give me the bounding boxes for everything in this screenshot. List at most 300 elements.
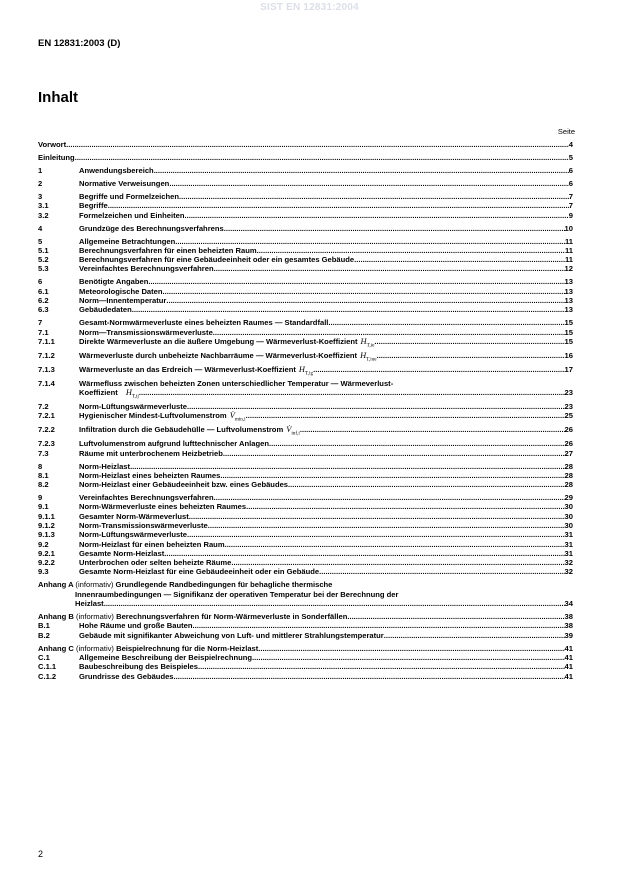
- toc-entry-number: 8: [38, 461, 43, 471]
- toc-entry-number: 6.1: [38, 286, 49, 296]
- toc-page-number: 11: [564, 236, 573, 246]
- toc-page-number: 41: [564, 652, 573, 662]
- toc-leader-dots: [231, 558, 564, 567]
- toc-entry[interactable]: [38, 653, 573, 662]
- toc-leader-dots: [66, 140, 569, 149]
- toc-entry-label: [79, 521, 208, 530]
- toc-entry-label: [79, 672, 174, 681]
- toc-entry[interactable]: [38, 179, 573, 188]
- toc-entry[interactable]: [38, 237, 573, 246]
- toc-entry-label: [38, 580, 332, 589]
- toc-entry[interactable]: [38, 512, 573, 521]
- formula-symbol: [360, 336, 375, 349]
- toc-entry-number: 5.2: [38, 255, 49, 265]
- toc-entry-text: Norm-Lüftungswärmeverluste: [79, 530, 188, 540]
- toc-entry[interactable]: [38, 305, 573, 314]
- toc-entry-text: Norm-Heizlast einer Gebäudeeinheit bzw. eines Gebäudes: [79, 480, 289, 490]
- toc-entry-label: [79, 328, 213, 337]
- toc-page-number: 28: [564, 470, 573, 480]
- watermark: SIST EN 12831:2004: [260, 2, 359, 13]
- toc-leader-dots: [319, 567, 564, 576]
- toc-entry[interactable]: [38, 255, 573, 264]
- symbol-subscript: min,i: [234, 416, 246, 423]
- toc-entry-label: [38, 140, 66, 149]
- toc-entry-number: 9.2.2: [38, 558, 55, 568]
- toc-annex-number: Anhang C: [38, 643, 74, 653]
- symbol-base: V̇: [286, 425, 292, 435]
- toc-entry-label: [79, 305, 132, 314]
- toc-leader-dots: [288, 480, 565, 489]
- toc-page-number: 13: [564, 277, 573, 287]
- toc-leader-dots: [258, 644, 564, 653]
- toc-entry-label: [79, 493, 214, 502]
- toc-entry[interactable]: [38, 425, 573, 439]
- toc-leader-dots: [214, 493, 565, 502]
- toc-entry-text: Anwendungsbereich: [79, 165, 154, 175]
- toc-leader-dots: [169, 179, 568, 188]
- toc-entry-continuation: [38, 599, 573, 608]
- symbol-base: H: [298, 364, 305, 374]
- toc-entry-label: [79, 255, 354, 264]
- toc-page-number: 11: [564, 255, 573, 265]
- toc-entry[interactable]: [38, 201, 573, 210]
- toc-entry-text: Direkte Wärmeverluste an die äußere Umgebung — Wärmeverlust-Koeffizient: [79, 336, 358, 346]
- toc-leader-dots: [164, 549, 564, 558]
- toc-entry[interactable]: [38, 439, 573, 448]
- toc-entry-label: [79, 201, 108, 210]
- toc-entry-label: [79, 425, 300, 439]
- toc-entry[interactable]: [38, 521, 573, 530]
- toc-entry-label: [79, 211, 184, 220]
- toc-entry[interactable]: [38, 480, 573, 489]
- toc-entry[interactable]: [38, 471, 573, 480]
- toc-entry-text: Wärmefluss zwischen beheizten Zonen unterschiedlicher Temperatur — Wärmeverlust-: [79, 378, 394, 388]
- toc-entry[interactable]: [38, 502, 573, 511]
- toc-entry-text: Norm-Heizlast für einen beheizten Raum: [79, 539, 225, 549]
- toc-entry-label: [79, 449, 223, 458]
- toc-entry[interactable]: [38, 411, 573, 425]
- toc-entry[interactable]: [38, 296, 573, 305]
- toc-leader-dots: [225, 540, 565, 549]
- toc-entry-number: 7.1.3: [38, 364, 55, 374]
- toc-page-number: 31: [564, 548, 573, 558]
- toc-leader-dots: [179, 192, 569, 201]
- toc-entry-number: 6.3: [38, 305, 49, 315]
- toc-entry-text: Gesamte Norm-Heizlast: [79, 548, 165, 558]
- toc-leader-dots: [139, 388, 565, 397]
- toc-page-number: 32: [564, 558, 573, 568]
- toc-entry[interactable]: [38, 530, 573, 539]
- toc-leader-dots: [257, 246, 565, 255]
- toc-leader-dots: [187, 530, 565, 539]
- toc-entry-label: [79, 631, 384, 640]
- toc-entry-label: [79, 379, 393, 388]
- toc-entry-label: [79, 351, 377, 365]
- symbol-base: H: [360, 350, 367, 360]
- toc-entry-number: 4: [38, 223, 43, 233]
- toc-leader-dots: [223, 449, 565, 458]
- toc-page-number: 34: [564, 599, 573, 609]
- toc-entry-number: 2: [38, 178, 43, 188]
- symbol-base: H: [360, 336, 367, 346]
- toc-entry-text: Norm-Heizlast eines beheizten Raumes: [79, 470, 221, 480]
- toc-annex-title: Grundlegende Randbedingungen für behagliche thermische: [115, 580, 333, 590]
- toc-entry-text: Hygienischer Mindest-Luftvolumenstrom: [79, 411, 227, 421]
- toc-entry-label: [79, 471, 220, 480]
- toc-entry-number: C.1.2: [38, 671, 57, 681]
- toc-entry[interactable]: [38, 402, 573, 411]
- toc-leader-dots: [187, 402, 565, 411]
- formula-symbol: [360, 350, 377, 363]
- toc-entry[interactable]: [38, 166, 573, 175]
- toc-page-number: 30: [564, 521, 573, 530]
- toc-entry-label: [79, 246, 257, 255]
- toc-entry-text: Vereinfachtes Berechnungsverfahren: [79, 493, 214, 503]
- toc-page-number: 4: [568, 140, 573, 149]
- toc-entry[interactable]: [38, 264, 573, 273]
- toc-entry-text: Norm—Innentemperatur: [79, 295, 167, 305]
- toc-entry-number: 9.1.3: [38, 530, 55, 540]
- toc-leader-dots: [193, 621, 565, 630]
- symbol-subscript: T,iue: [366, 356, 377, 363]
- toc-leader-dots: [189, 512, 565, 521]
- toc-entry-number: 9.1.1: [38, 511, 55, 521]
- toc-page-number: 10: [564, 223, 573, 233]
- toc-annex-title: Berechnungsverfahren für Norm-Wärmeverluste in Sonderfällen: [116, 612, 348, 622]
- toc-entry-text: Einleitung: [38, 152, 75, 162]
- toc-entry-text: Berechnungsverfahren für einen beheizten Raum: [79, 245, 257, 255]
- symbol-subscript: T,ie: [366, 342, 375, 349]
- toc-entry[interactable]: [38, 318, 573, 327]
- toc-entry-number: 8.2: [38, 480, 49, 490]
- toc-entry-label: [79, 296, 166, 305]
- toc-page-number: 17: [564, 364, 573, 374]
- toc-annex-type: (informativ): [75, 643, 114, 653]
- toc-page-number: 41: [564, 671, 573, 681]
- toc-leader-dots: [75, 153, 569, 162]
- toc-annex-number: Anhang A: [38, 580, 74, 590]
- toc-entry-text: Normative Verweisungen: [79, 178, 170, 188]
- toc-entry-text: Gesamt-Normwärmeverluste eines beheizten Raumes — Standardfall: [79, 318, 329, 328]
- toc-leader-dots: [300, 425, 565, 434]
- toc-entry-label: [79, 462, 130, 471]
- toc-entry-label: [79, 402, 187, 411]
- toc-entry-text: Gebäudedaten: [79, 305, 132, 315]
- toc-entry-text: Allgemeine Beschreibung der Beispielrechnung: [79, 652, 253, 662]
- symbol-base: H: [125, 388, 132, 398]
- toc-page-number: 15: [564, 336, 573, 346]
- symbol-subscript: T,ij: [131, 393, 139, 400]
- toc-entry-text: Benötigte Angaben: [79, 277, 149, 287]
- page-column-label: Seite: [557, 127, 575, 136]
- toc-entry-label: [79, 549, 164, 558]
- toc-entry[interactable]: [38, 580, 573, 589]
- toc-page-number: 9: [568, 210, 573, 220]
- toc-entry[interactable]: [38, 558, 573, 567]
- toc-entry-number: 9.2: [38, 539, 49, 549]
- toc-page-number: 5: [568, 152, 573, 162]
- toc-leader-dots: [328, 318, 564, 327]
- toc-entry[interactable]: [38, 672, 573, 681]
- toc-page-number: 7: [568, 191, 573, 201]
- toc-entry[interactable]: [38, 224, 573, 233]
- toc-entry[interactable]: [38, 192, 573, 201]
- toc-leader-dots: [246, 502, 564, 511]
- toc-entry[interactable]: [38, 140, 573, 149]
- toc-entry-text: Luftvolumenstrom aufgrund lufttechnischer Anlagen: [79, 439, 269, 449]
- toc-page-number: 39: [564, 630, 573, 640]
- toc-entry-text: Heizlast: [75, 599, 104, 609]
- toc-entry-label: [79, 530, 187, 539]
- formula-symbol: [229, 411, 246, 423]
- toc-entry-number: 9.2.1: [38, 548, 55, 558]
- toc-entry[interactable]: [38, 540, 573, 549]
- toc-leader-dots: [174, 672, 565, 681]
- toc-page-number: 7: [568, 201, 573, 211]
- toc-entry[interactable]: [38, 246, 573, 255]
- toc-leader-dots: [104, 599, 565, 608]
- toc-entry[interactable]: [38, 462, 573, 471]
- toc-entry-number: 7.1.1: [38, 336, 55, 346]
- page-title: Inhalt: [38, 89, 78, 106]
- toc-entry[interactable]: [38, 287, 573, 296]
- toc-page-number: 13: [564, 295, 573, 305]
- toc-page-number: 38: [564, 612, 573, 622]
- toc-entry-label: [79, 179, 169, 188]
- toc-leader-dots: [384, 631, 565, 640]
- toc-entry[interactable]: [38, 621, 573, 630]
- symbol-subscript: inf,i: [291, 430, 300, 437]
- symbol-base: V̇: [229, 411, 235, 421]
- toc-page-number: 15: [564, 327, 573, 337]
- toc-page-number: 6: [568, 165, 573, 175]
- toc-entry[interactable]: [38, 493, 573, 502]
- toc-entry-number: 7.1.4: [38, 378, 55, 388]
- toc-entry-label: [79, 439, 269, 448]
- toc-leader-dots: [269, 439, 565, 448]
- toc-entry-text: Infiltration durch die Gebäudehülle — Luftvolumenstrom: [79, 425, 284, 435]
- toc-entry[interactable]: [38, 631, 573, 640]
- toc-leader-dots: [163, 287, 565, 296]
- toc-entry-number: 7.3: [38, 448, 49, 458]
- toc-entry[interactable]: [38, 277, 573, 286]
- formula-symbol: [298, 364, 314, 377]
- toc-entry-text: Grundrisse des Gebäudes: [79, 671, 174, 681]
- toc-page-number: 30: [564, 502, 573, 512]
- toc-entry-text: Norm-Wärmeverluste eines beheizten Raumes: [79, 502, 247, 512]
- toc-entry-text: Vereinfachtes Berechnungsverfahren: [79, 264, 214, 274]
- toc-page-number: 23: [564, 388, 573, 398]
- toc-entry-text: Koeffizient $H_{T,ij}$: [79, 388, 139, 400]
- toc-page-number: 28: [564, 480, 573, 490]
- toc-entry-text: Vorwort: [38, 140, 67, 149]
- toc-page-number: 23: [564, 402, 573, 412]
- toc-entry-text: Norm-Transmissionswärmeverluste: [79, 521, 208, 530]
- toc-entry-label: [79, 512, 189, 521]
- toc-entry-text: Hohe Räume und große Bauten: [79, 621, 193, 631]
- toc-page-number: 26: [564, 439, 573, 449]
- toc-annex-type: (informativ): [75, 612, 114, 622]
- toc-leader-dots: [175, 237, 565, 246]
- toc-entry-number: 8.1: [38, 470, 49, 480]
- toc-entry-text: Baubeschreibung des Beispieles: [79, 662, 199, 672]
- toc-entry[interactable]: [38, 379, 573, 388]
- toc-entry-text: Norm—Transmissionswärmeverluste: [79, 327, 213, 337]
- toc-entry[interactable]: [38, 662, 573, 671]
- toc-leader-dots: [132, 305, 565, 314]
- toc-page-number: 11: [564, 245, 573, 255]
- table-of-contents: [38, 140, 573, 681]
- toc-entry-number: 5: [38, 236, 43, 246]
- toc-page-number: 16: [564, 350, 573, 360]
- toc-entry-number: 1: [38, 165, 43, 175]
- toc-page-number: 26: [564, 425, 573, 435]
- toc-entry-label: [79, 277, 148, 286]
- toc-entry-number: 5.1: [38, 245, 49, 255]
- toc-leader-dots: [148, 277, 564, 286]
- toc-leader-dots: [184, 211, 568, 220]
- toc-entry-label: [79, 502, 246, 511]
- toc-entry-text: Formelzeichen und Einheiten: [79, 210, 185, 220]
- toc-entry[interactable]: [38, 449, 573, 458]
- toc-page-number: 12: [564, 264, 573, 274]
- toc-entry-number: 7.2.3: [38, 439, 55, 449]
- toc-entry-label: [79, 621, 193, 630]
- toc-entry-number: 9.3: [38, 567, 49, 577]
- toc-entry[interactable]: [38, 153, 573, 162]
- toc-entry-number: 7: [38, 318, 43, 328]
- toc-page-number: 32: [564, 567, 573, 577]
- toc-entry-text: Begriffe: [79, 201, 108, 211]
- toc-page-number: 28: [564, 461, 573, 471]
- toc-entry-text: Unterbrochen oder selten beheizte Räume: [79, 558, 232, 568]
- toc-entry-text: Räume mit unterbrochenem Heizbetrieb: [79, 448, 223, 458]
- toc-entry-text: Wärmeverluste an das Erdreich — Wärmeverlust-Koeffizient: [79, 364, 296, 374]
- toc-entry-number: 9.1: [38, 502, 49, 512]
- symbol-subscript: T,ig: [304, 370, 314, 377]
- toc-entry[interactable]: [38, 328, 573, 337]
- toc-entry-number: 9: [38, 493, 43, 503]
- toc-entry-number: B.1: [38, 621, 50, 631]
- toc-leader-dots: [220, 471, 564, 480]
- toc-page-number: 38: [564, 621, 573, 631]
- formula-symbol: [286, 425, 300, 437]
- toc-entry-label: [79, 653, 252, 662]
- toc-leader-dots: [374, 337, 564, 346]
- toc-entry-number: B.2: [38, 630, 50, 640]
- toc-entry-continuation: [38, 590, 573, 599]
- toc-leader-dots: [214, 264, 565, 273]
- toc-entry-number: 7.1.2: [38, 350, 55, 360]
- toc-annex-number: Anhang B: [38, 612, 74, 622]
- toc-leader-dots: [154, 166, 569, 175]
- toc-entry-label: [79, 264, 214, 273]
- toc-entry[interactable]: [38, 351, 573, 365]
- toc-entry-number: 7.2.1: [38, 411, 55, 421]
- toc-page-number: 27: [564, 448, 573, 458]
- toc-page-number: 30: [564, 511, 573, 521]
- toc-entry-number: 9.1.2: [38, 521, 55, 530]
- toc-entry-number: 3: [38, 191, 43, 201]
- toc-page-number: 31: [564, 530, 573, 540]
- toc-page-number: 25: [564, 411, 573, 421]
- toc-entry-text: Berechnungsverfahren für eine Gebäudeeinheit oder ein gesamtes Gebäude: [79, 255, 355, 265]
- toc-annex-type: (informativ): [75, 580, 114, 590]
- toc-entry-label: [79, 567, 319, 576]
- toc-leader-dots: [347, 612, 564, 621]
- toc-entry-label: [79, 237, 175, 246]
- toc-leader-dots: [313, 365, 564, 374]
- toc-entry-label: [79, 337, 374, 351]
- toc-entry-text: Gesamter Norm-Wärmeverlust: [79, 511, 189, 521]
- toc-leader-dots: [246, 411, 565, 420]
- toc-entry-number: 7.2.2: [38, 425, 55, 435]
- toc-entry-label: [79, 662, 198, 671]
- toc-page-number: 31: [564, 539, 573, 549]
- toc-entry-number: C.1: [38, 652, 50, 662]
- toc-entry-text: Gebäude mit signifikanter Abweichung von Luft- und mittlerer Strahlungstemperatur: [79, 630, 384, 640]
- toc-entry-label: [79, 287, 163, 296]
- toc-entry-label: [79, 166, 154, 175]
- toc-entry-text: Allgemeine Betrachtungen: [79, 236, 176, 246]
- page-number: 2: [38, 849, 44, 859]
- toc-entry-text: Norm-Lüftungswärmeverluste: [79, 402, 188, 412]
- toc-entry-text: Norm-Heizlast: [79, 461, 131, 471]
- toc-entry-label: [79, 480, 288, 489]
- toc-entry[interactable]: [38, 567, 573, 576]
- toc-leader-dots: [213, 328, 565, 337]
- toc-page-number: 29: [564, 493, 573, 503]
- toc-page-number: 13: [564, 286, 573, 296]
- toc-page-number: 6: [568, 178, 573, 188]
- toc-entry-label: [79, 318, 328, 327]
- toc-entry[interactable]: [38, 549, 573, 558]
- toc-entry-label: [79, 365, 313, 379]
- toc-leader-dots: [224, 224, 565, 233]
- toc-entry-label: [79, 411, 246, 425]
- toc-entry-label: [38, 644, 258, 653]
- toc-entry-label: [79, 540, 225, 549]
- toc-entry-text: Meteorologische Daten: [79, 286, 163, 296]
- toc-leader-dots: [130, 462, 564, 471]
- toc-entry-number: 3.2: [38, 210, 49, 220]
- toc-entry-text: Begriffe und Formelzeichen: [79, 191, 179, 201]
- toc-entry-number: 6.2: [38, 295, 49, 305]
- toc-entry-text: Grundzüge des Berechnungsverfahrens: [79, 223, 224, 233]
- toc-page-number: 13: [564, 305, 573, 315]
- toc-entry-text: Gesamte Norm-Heizlast für eine Gebäudeeinheit oder ein Gebäude: [79, 567, 320, 577]
- toc-leader-dots: [252, 653, 565, 662]
- toc-leader-dots: [208, 521, 565, 530]
- formula-symbol: [125, 388, 139, 400]
- toc-entry-number: C.1.1: [38, 662, 57, 672]
- toc-entry-number: 7.2: [38, 402, 49, 412]
- toc-entry[interactable]: [38, 365, 573, 379]
- toc-entry[interactable]: [38, 337, 573, 351]
- toc-entry-label: [79, 558, 231, 567]
- toc-page-number: 15: [564, 318, 573, 328]
- toc-page-number: 41: [564, 662, 573, 672]
- toc-entry-number: 3.1: [38, 201, 49, 211]
- toc-entry[interactable]: [38, 612, 573, 621]
- toc-entry-label: [79, 224, 224, 233]
- toc-leader-dots: [166, 296, 564, 305]
- toc-entry[interactable]: [38, 211, 573, 220]
- toc-entry-text: Innenraumbedingungen — Signifikanz der operativen Temperatur bei der Berechnung der: [75, 589, 399, 599]
- toc-annex-title: Beispielrechnung für die Norm-Heizlast: [116, 643, 259, 653]
- toc-entry-number: 6: [38, 277, 43, 287]
- toc-entry[interactable]: [38, 644, 573, 653]
